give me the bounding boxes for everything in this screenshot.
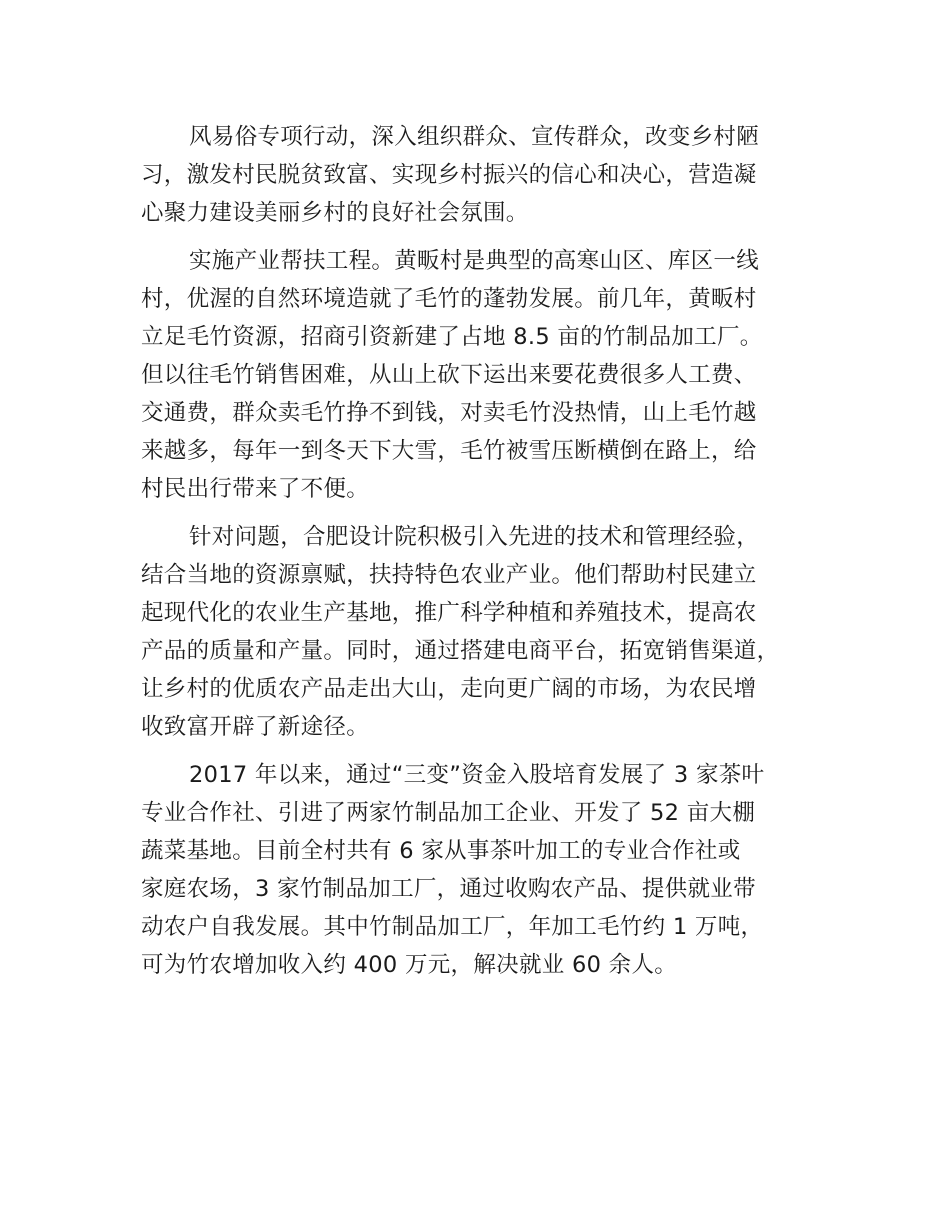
paragraph-line: 但以往毛竹销售困难，从山上砍下运出来要花费很多人工费、	[141, 362, 757, 388]
paragraph-line: 起现代化的农业生产基地，推广科学种植和养殖技术，提高农	[141, 600, 757, 626]
paragraph-line: 专业合作社、引进了两家竹制品加工企业、开发了 52 亩大棚	[141, 800, 756, 826]
paragraph-line: 2017 年以来，通过“三变”资金入股培育发展了 3 家茶叶	[189, 762, 765, 788]
paragraph-line: 习，激发村民脱贫致富、实现乡村振兴的信心和决心，营造凝	[141, 162, 757, 188]
paragraph-line: 让乡村的优质农产品走出大山，走向更广阔的市场，为农民增	[141, 676, 757, 702]
paragraph-line: 村，优渥的自然环境造就了毛竹的蓬勃发展。前几年，黄畈村	[141, 286, 757, 312]
paragraph-line: 立足毛竹资源，招商引资新建了占地 8.5 亩的竹制品加工厂。	[141, 324, 763, 350]
paragraph-line: 可为竹农增加收入约 400 万元，解决就业 60 余人。	[141, 952, 678, 978]
paragraph-line: 家庭农场，3 家竹制品加工厂，通过收购农产品、提供就业带	[141, 876, 756, 902]
paragraph-2	[141, 242, 831, 508]
paragraph-line: 蔬菜基地。目前全村共有 6 家从事茶叶加工的专业合作社或	[141, 838, 741, 864]
paragraph-1	[141, 118, 831, 232]
paragraph-line: 风易俗专项行动，深入组织群众、宣传群众，改变乡村陋	[189, 124, 760, 150]
paragraph-line: 交通费，群众卖毛竹挣不到钱，对卖毛竹没热情，山上毛竹越	[141, 400, 757, 426]
paragraph-3	[141, 518, 831, 746]
paragraph-line: 结合当地的资源禀赋，扶持特色农业产业。他们帮助村民建立	[141, 562, 757, 588]
document-body	[141, 118, 831, 986]
paragraph-line: 产品的质量和产量。同时，通过搭建电商平台，拓宽销售渠道，	[141, 638, 780, 664]
paragraph-line: 针对问题，合肥设计院积极引入先进的技术和管理经验，	[189, 524, 760, 550]
paragraph-line: 心聚力建设美丽乡村的良好社会氛围。	[141, 200, 529, 226]
paragraph-4	[141, 756, 831, 984]
paragraph-line: 收致富开辟了新途径。	[141, 714, 370, 740]
paragraph-line: 实施产业帮扶工程。黄畈村是典型的高寒山区、库区一线	[189, 248, 760, 274]
paragraph-line: 动农户自我发展。其中竹制品加工厂，年加工毛竹约 1 万吨，	[141, 914, 764, 940]
paragraph-line: 村民出行带来了不便。	[141, 476, 370, 502]
paragraph-line: 来越多，每年一到冬天下大雪，毛竹被雪压断横倒在路上，给	[141, 438, 757, 464]
